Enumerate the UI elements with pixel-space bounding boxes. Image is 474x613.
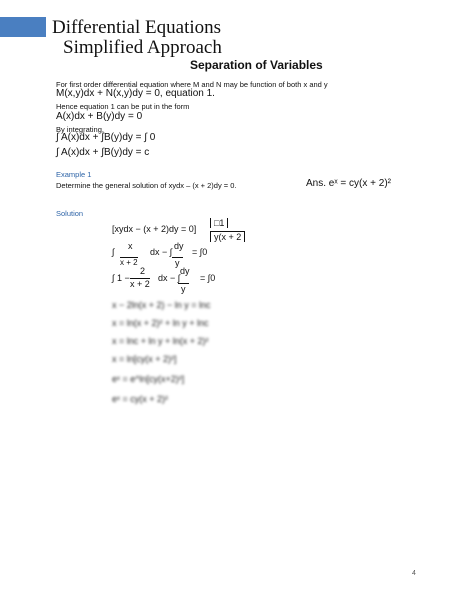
solution-step-3: x = lnc + ln y + ln(x + 2)² xyxy=(112,336,209,346)
solution-line-1: [xydx − (x + 2)dy = 0] xyxy=(112,224,197,234)
solution-line-3-dx: dx − ∫ xyxy=(158,273,181,283)
section-heading: Separation of Variables xyxy=(190,58,323,72)
solution-step-1: x − 2ln(x + 2) − ln y = lnc xyxy=(112,300,211,310)
solution-line-2-dx: dx − ∫ xyxy=(150,247,173,257)
equation-1: M(x,y)dx + N(x,y)dy = 0, equation 1. xyxy=(56,88,215,99)
integral-equation-1: ∫ A(x)dx + ∫B(y)dy = ∫ 0 xyxy=(56,132,156,143)
solution-line-3-dy: dy xyxy=(180,266,190,276)
example-label: Example 1 xyxy=(56,170,92,179)
intro-text: For first order differential equation where M and N may be function of both x and y xyxy=(56,80,328,89)
solution-line-3-fraction: x + 2 xyxy=(130,279,150,289)
solution-line-2-denominator: x + 2 xyxy=(120,258,138,267)
solution-line-3-two: 2 xyxy=(140,266,146,276)
solution-line-2-rhs: = ∫0 xyxy=(192,247,208,257)
solution-line-3-rhs: = ∫0 xyxy=(200,273,216,283)
example-answer: Ans. eˣ = cy(x + 2)² xyxy=(306,178,391,189)
solution-line-2-y: y xyxy=(172,257,183,268)
header-accent-bar xyxy=(0,17,46,37)
solution-step-6: eˣ = cy(x + 2)² xyxy=(112,394,168,404)
example-problem: Determine the general solution of xydx – (x + 2)dy = 0. xyxy=(56,181,237,190)
solution-bracket-top: □1 xyxy=(210,218,228,228)
by-integrating-text: By integrating, xyxy=(56,125,104,134)
solution-step-2: x = ln(x + 2)² + ln y + lnc xyxy=(112,318,209,328)
integral-equation-2: ∫ A(x)dx + ∫B(y)dy = c xyxy=(56,147,150,158)
separable-form: A(x)dx + B(y)dy = 0 xyxy=(56,111,143,122)
hence-text: Hence equation 1 can be put in the form xyxy=(56,102,190,111)
solution-step-5: eˣ = e^ln[cy(x+2)²] xyxy=(112,374,185,384)
title-line-2: Simplified Approach xyxy=(63,37,222,58)
solution-line-3: ∫ 1 − xyxy=(112,273,130,283)
solution-line-2-dy: dy xyxy=(174,241,184,251)
title-line-1: Differential Equations xyxy=(52,17,222,38)
page-number: 4 xyxy=(412,570,416,577)
solution-integral-sign-1: ∫ xyxy=(112,247,115,257)
solution-label: Solution xyxy=(56,209,84,218)
solution-line-2-numerator: x xyxy=(128,241,133,251)
solution-line-3-y: y xyxy=(178,283,189,294)
solution-step-4: x = ln[cy(x + 2)²] xyxy=(112,354,177,364)
solution-bracket-bottom: y(x + 2 xyxy=(210,231,245,242)
